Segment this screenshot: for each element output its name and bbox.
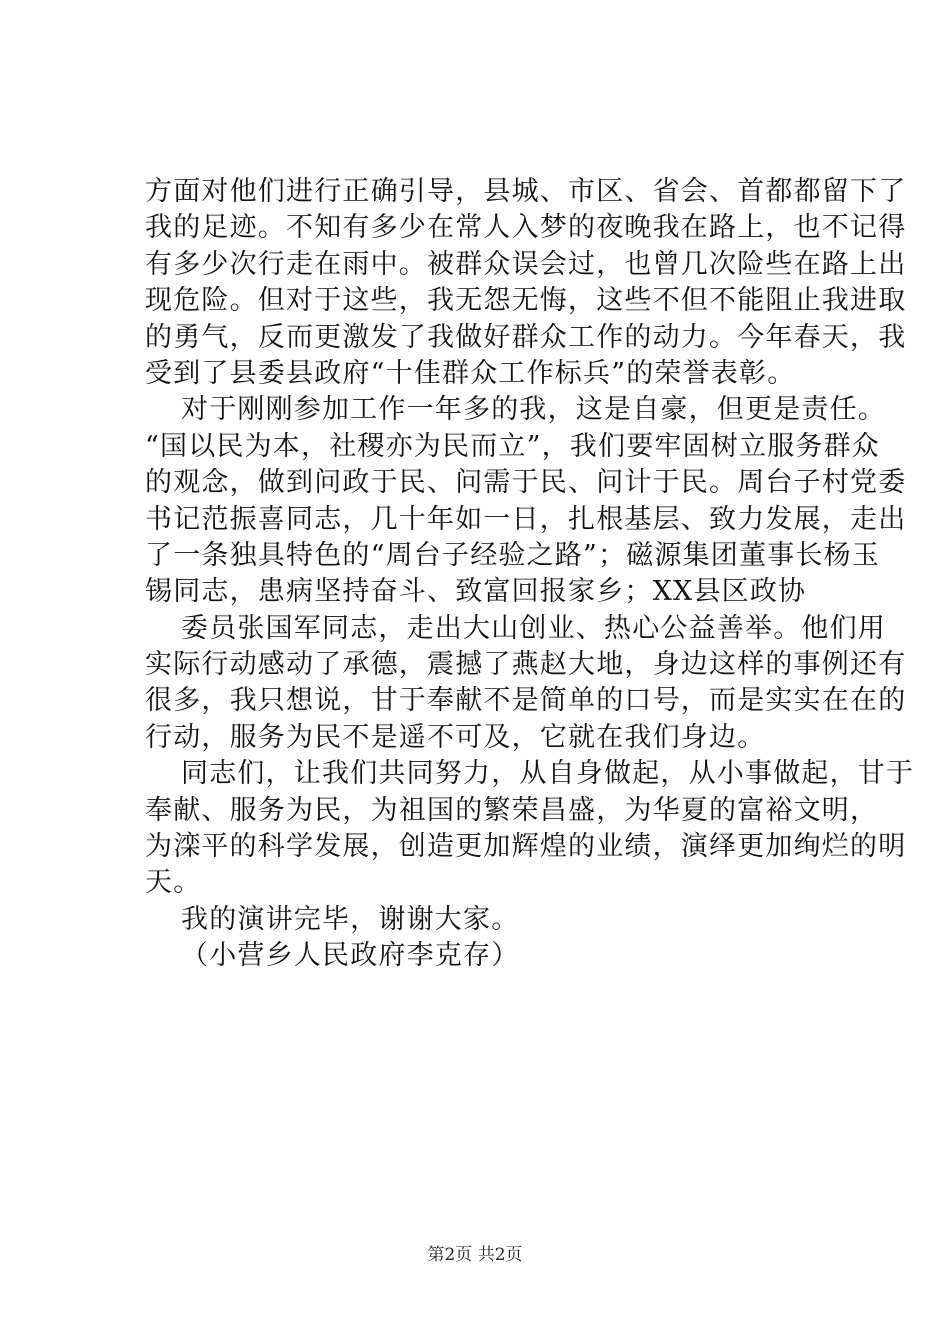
text-line: 奉献、服务为民，为祖国的繁荣昌盛，为华夏的富裕文明， bbox=[145, 794, 879, 826]
text-line: 现危险。但对于这些，我无怨无悔，这些不但不能阻止我进取 bbox=[145, 285, 907, 317]
text-line: 实际行动感动了承德，震撼了燕赵大地，身边这样的事例还有 bbox=[145, 649, 907, 681]
page-number-footer: 第2页 共2页 bbox=[427, 1245, 523, 1265]
text-line: 的观念，做到问政于民、问需于民、问计于民。周台子村党委 bbox=[145, 467, 907, 499]
closing-line: 我的演讲完毕，谢谢大家。 bbox=[181, 903, 520, 935]
text-line: 天。 bbox=[145, 867, 202, 899]
paragraph-start-line: 对于刚刚参加工作一年多的我，这是自豪，但更是责任。 bbox=[181, 394, 886, 426]
text-line: 了一条独具特色的“周台子经验之路”；磁源集团董事长杨玉 bbox=[145, 539, 881, 571]
text-line: 很多，我只想说，甘于奉献不是简单的口号，而是实实在在的 bbox=[145, 685, 907, 717]
text-line: “国以民为本，社稷亦为民而立”，我们要牢固树立服务群众 bbox=[145, 430, 881, 462]
text-line: 行动，服务为民不是遥不可及，它就在我们身边。 bbox=[145, 721, 766, 753]
text-line: 锡同志，患病坚持奋斗、致富回报家乡；XX县区政协 bbox=[145, 576, 807, 608]
text-line: 的勇气，反而更激发了我做好群众工作的动力。今年春天，我 bbox=[145, 321, 907, 353]
text-line: 有多少次行走在雨中。被群众误会过，也曾几次险些在路上出 bbox=[145, 248, 907, 280]
document-body bbox=[145, 174, 915, 975]
paragraph-start-line: 同志们，让我们共同努力，从自身做起，从小事做起，甘于 bbox=[181, 758, 915, 790]
text-line: 为滦平的科学发展，创造更加辉煌的业绩，演绎更加绚烂的明 bbox=[145, 831, 907, 863]
text-line: 方面对他们进行正确引导，县城、市区、省会、首都都留下了 bbox=[145, 176, 907, 207]
text-line: 书记范振喜同志，几十年如一日，扎根基层、致力发展，走出 bbox=[145, 503, 907, 535]
text-line: 受到了县委县政府“十佳群众工作标兵”的荣誉表彰。 bbox=[145, 357, 796, 389]
paragraph-start-line: 委员张国军同志，走出大山创业、热心公益善举。他们用 bbox=[181, 612, 886, 644]
author-signature-line: （小营乡人民政府李克存） bbox=[181, 940, 520, 972]
text-line: 我的足迹。不知有多少在常人入梦的夜晚我在路上，也不记得 bbox=[145, 212, 907, 244]
